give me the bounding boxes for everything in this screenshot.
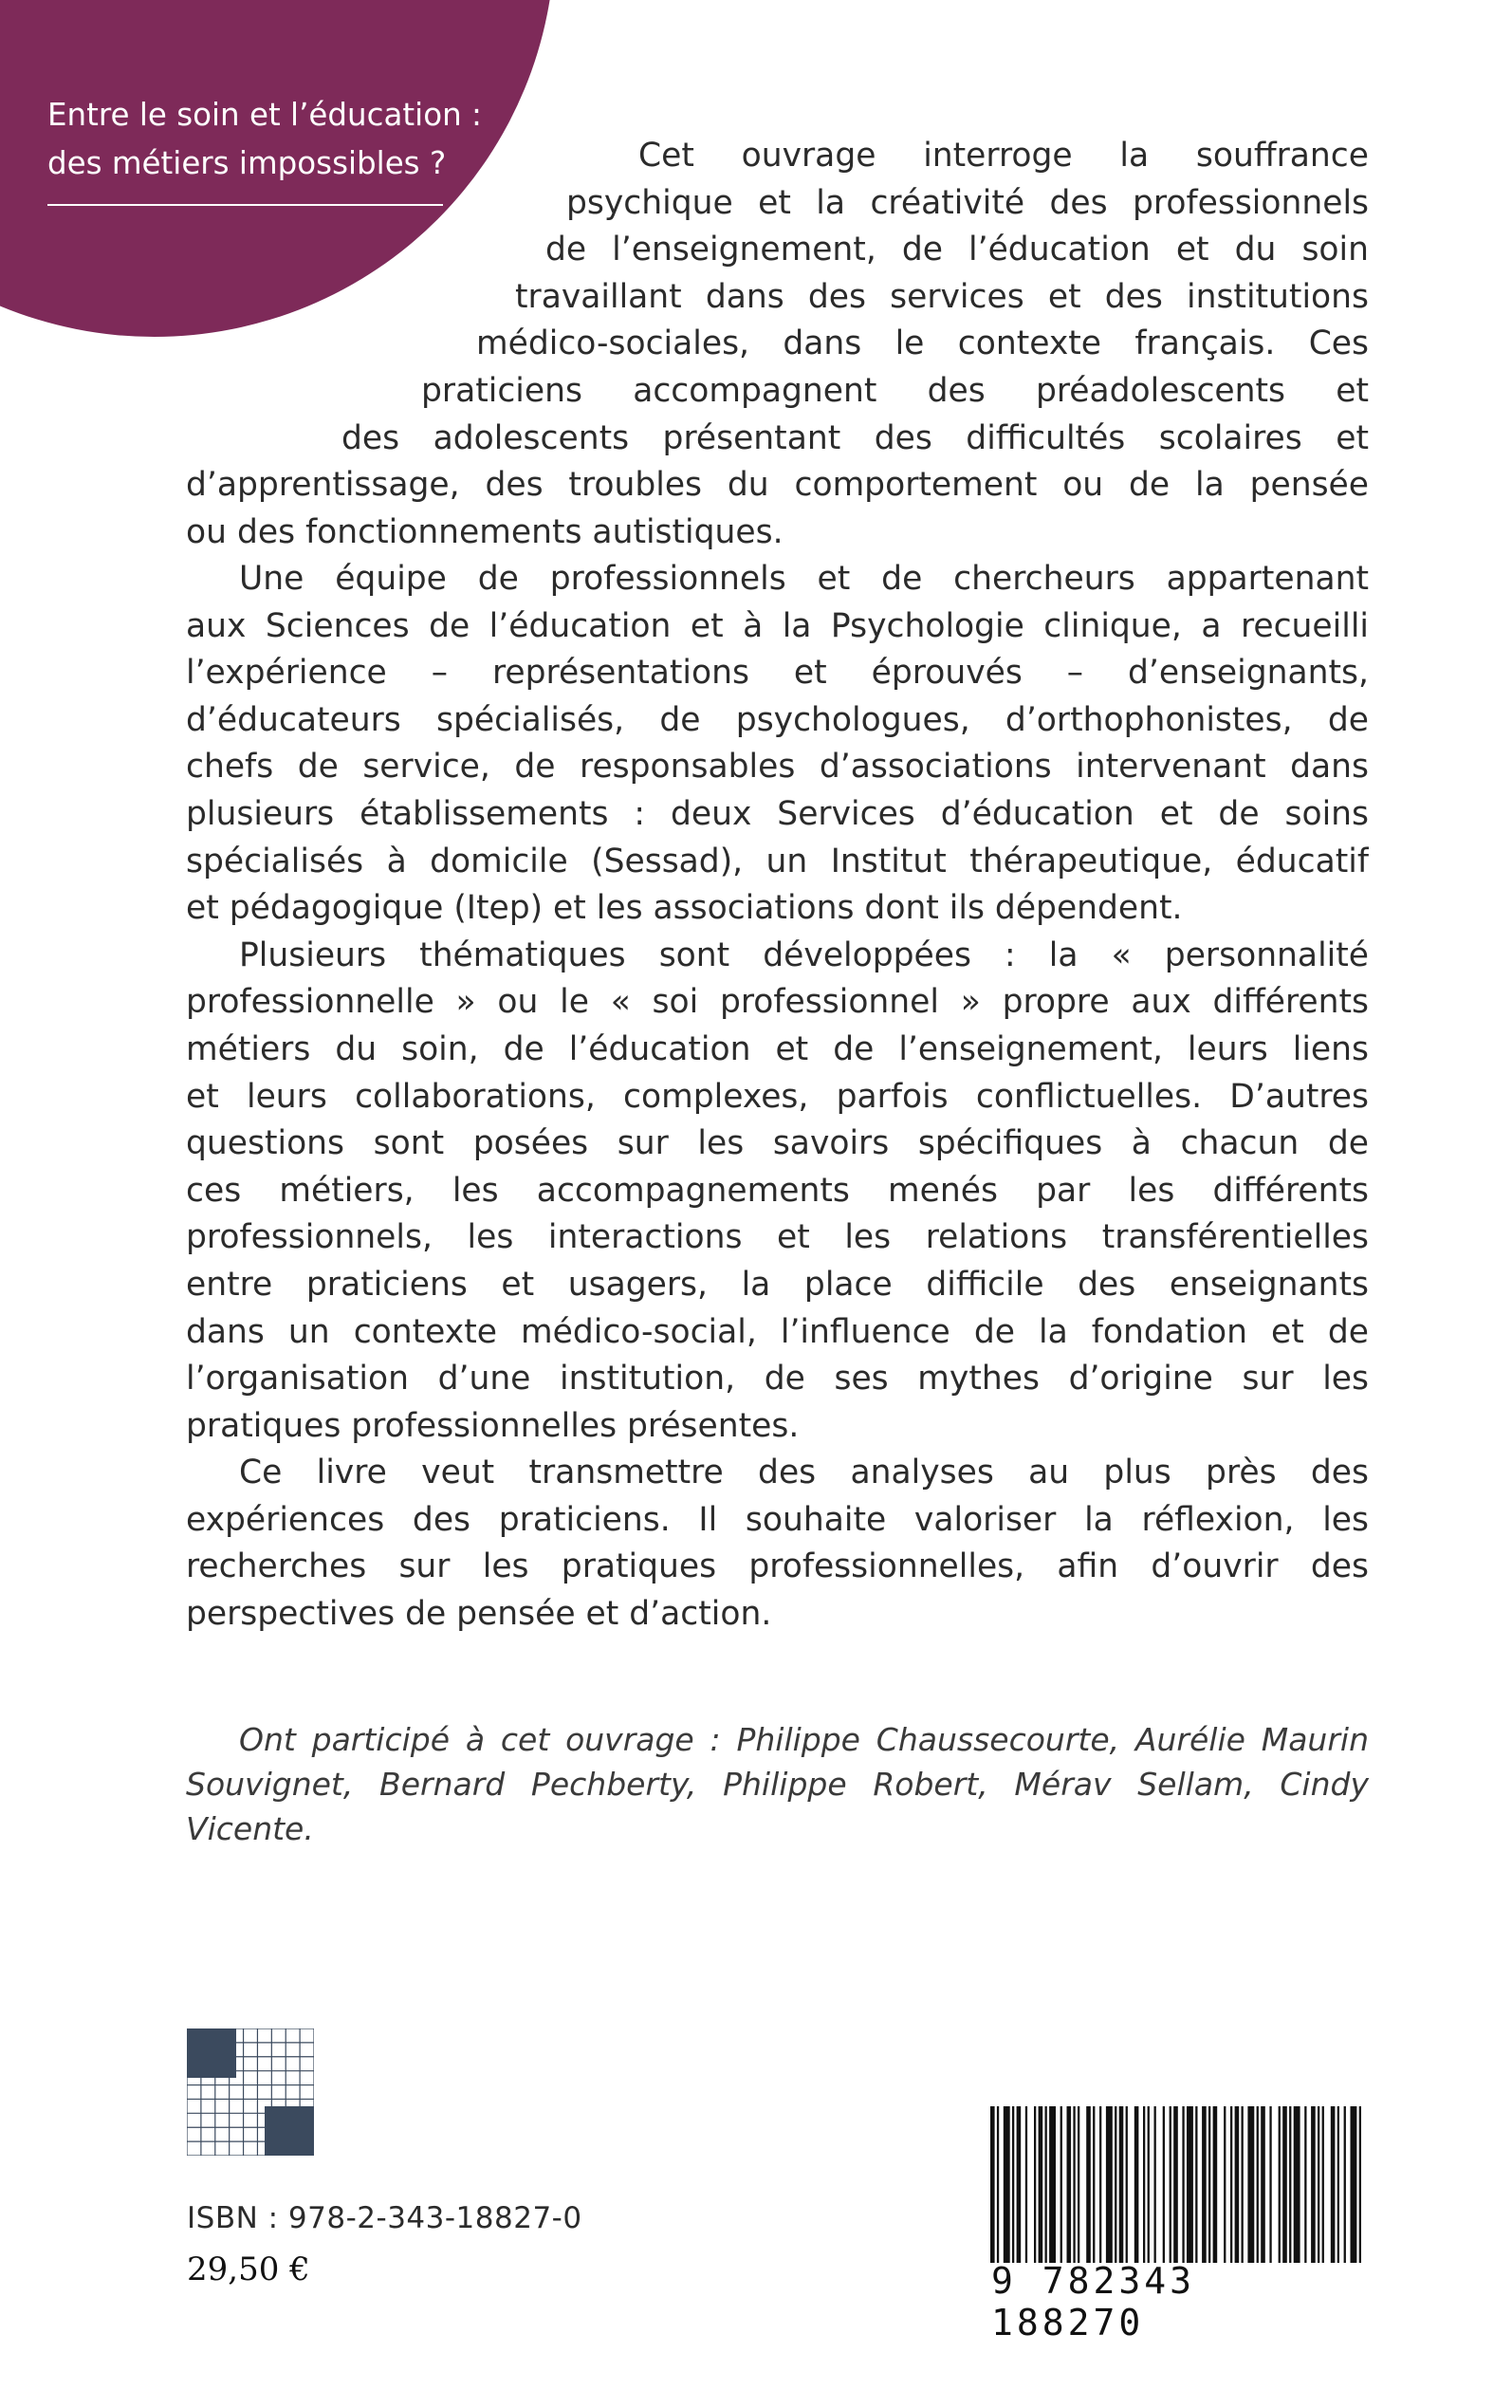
barcode-image: [986, 2106, 1366, 2263]
barcode-bar: [1143, 2106, 1145, 2263]
contributors-note: [186, 1717, 1369, 1851]
paragraph-line: Plusieurs thématiques sont développées : la « personnalité: [239, 935, 1369, 974]
paragraph-line: professionnels, les interactions et les relations transférentielles: [186, 1218, 1369, 1257]
barcode-bar: [1279, 2106, 1281, 2263]
barcode-bar: [1163, 2106, 1165, 2263]
barcode-digits: 9 782343 188270: [991, 2260, 1196, 2343]
paragraph-line: dans un contexte médico-social, l’influence de la fondation et de: [186, 1312, 1369, 1351]
barcode-bar: [1025, 2106, 1027, 2263]
barcode-bar: [990, 2106, 995, 2263]
barcode-bar: [1154, 2106, 1156, 2263]
paragraph-line: médico-sociales, dans le contexte français. Ces: [476, 324, 1369, 363]
paragraph-line: questions sont posées sur les savoirs spécifiques à chacun de: [186, 1124, 1369, 1163]
paragraph-line: pratiques professionnelles présentes.: [186, 1406, 800, 1445]
paragraph-line: plusieurs établissements : deux Services d’éducation et de soins: [186, 794, 1369, 833]
barcode-bar: [1235, 2106, 1240, 2263]
paragraph-line: aux Sciences de l’éducation et à la Psychologie clinique, a recueilli: [186, 606, 1369, 645]
paragraph-line: expériences des praticiens. Il souhaite valoriser la réflexion, les: [186, 1500, 1369, 1539]
barcode-bar: [1134, 2106, 1139, 2263]
barcode-bar: [1257, 2106, 1259, 2263]
back-cover-paragraph-1: [0, 133, 1369, 556]
barcode-bar: [1318, 2106, 1319, 2263]
barcode-bar: [1039, 2106, 1043, 2263]
barcode-bar: [1247, 2106, 1254, 2263]
barcode-bar: [1093, 2106, 1095, 2263]
paragraph-line: chefs de service, de responsables d’associations intervenant dans: [186, 748, 1369, 787]
paragraph-line: Ce livre veut transmettre des analyses au plus près des: [239, 1454, 1369, 1492]
barcode-bar: [1012, 2106, 1014, 2263]
barcode-bar: [1115, 2106, 1116, 2263]
barcode-bar: [1148, 2106, 1150, 2263]
paragraph-line: d’éducateurs spécialisés, de psychologues, d’orthophonistes, de: [186, 700, 1369, 739]
paragraph-line: recherches sur les pratiques professionnelles, afin d’ouvrir des: [186, 1547, 1369, 1586]
barcode-bar: [1195, 2106, 1197, 2263]
contributors-line: Ont participé à cet ouvrage : Philippe Chaussecourte, Aurélie Maurin: [239, 1721, 1369, 1758]
barcode-bar: [1337, 2106, 1339, 2263]
paragraph-line: psychique et la créativité des professionnels: [566, 183, 1369, 222]
barcode-bar: [1126, 2106, 1128, 2263]
barcode-bar: [1311, 2106, 1316, 2263]
series-title-line-1: Entre le soin et l’éducation :: [47, 97, 482, 133]
barcode-bar: [1213, 2106, 1218, 2263]
barcode-bar: [1017, 2106, 1022, 2263]
barcode-bar: [1004, 2106, 1010, 2263]
publisher-logo-block-top: [187, 2028, 236, 2078]
barcode-bar: [1230, 2106, 1232, 2263]
contributors-line: Vicente.: [186, 1810, 314, 1847]
barcode-bar: [1106, 2106, 1113, 2263]
barcode-bar: [1344, 2106, 1346, 2263]
barcode-bar: [1242, 2106, 1244, 2263]
barcode-bar: [1351, 2106, 1357, 2263]
paragraph-line: Une équipe de professionnels et de chercheurs appartenant: [239, 560, 1369, 598]
barcode-bar: [1182, 2106, 1184, 2263]
barcode-bar: [1049, 2106, 1056, 2263]
paragraph-line: Cet ouvrage interroge la souffrance: [638, 137, 1369, 175]
paragraph-line: entre praticiens et usagers, la place difficile des enseignants: [186, 1265, 1369, 1304]
barcode-bar: [1331, 2106, 1336, 2263]
isbn-text: ISBN : 978-2-343-18827-0: [187, 2201, 582, 2235]
barcode-bar: [1224, 2106, 1226, 2263]
contributors-line: Souvignet, Bernard Pechberty, Philippe Robert, Mérav Sellam, Cindy: [186, 1766, 1369, 1803]
barcode-bar: [1322, 2106, 1324, 2263]
barcode-bar: [1269, 2106, 1271, 2263]
barcode-bar: [997, 2106, 999, 2263]
paragraph-line: ces métiers, les accompagnements menés par les différents: [186, 1171, 1369, 1210]
barcode-bar: [1359, 2106, 1361, 2263]
barcode-bar: [1067, 2106, 1072, 2263]
barcode-bar: [1170, 2106, 1171, 2263]
barcode-bar: [1099, 2106, 1101, 2263]
barcode-bar: [1289, 2106, 1291, 2263]
barcode-bar: [1119, 2106, 1124, 2263]
barcode-bar: [1045, 2106, 1047, 2263]
back-cover-paragraph-4: [186, 1450, 1369, 1638]
paragraph-line: métiers du soin, de l’éducation et de l’enseignement, leurs liens: [186, 1029, 1369, 1068]
paragraph-line: spécialisés à domicile (Sessad), un Institut thérapeutique, éducatif: [186, 842, 1369, 880]
barcode-bar: [1261, 2106, 1265, 2263]
publisher-logo: [187, 2028, 314, 2156]
back-cover-paragraph-3: [186, 933, 1369, 1451]
publisher-logo-block-bottom: [265, 2106, 314, 2156]
price-text: 29,50 €: [187, 2251, 310, 2288]
barcode-bar: [1078, 2106, 1079, 2263]
paragraph-line: l’expérience – représentations et éprouvés – d’enseignants,: [186, 654, 1369, 693]
paragraph-line: d’apprentissage, des troubles du comportement ou de la pensée: [186, 466, 1369, 505]
barcode-bar: [1294, 2106, 1300, 2263]
paragraph-line: praticiens accompagnent des préadolescents et: [421, 371, 1369, 410]
paragraph-line: de l’enseignement, de l’éducation et du soin: [545, 231, 1369, 269]
barcode-bar: [1060, 2106, 1062, 2263]
back-cover-body: [186, 556, 1369, 1639]
barcode-bar: [1173, 2106, 1178, 2263]
paragraph-line: ou des fonctionnements autistiques.: [186, 512, 784, 551]
paragraph-line: travaillant dans des services et des institutions: [515, 277, 1369, 316]
barcode-bar: [1208, 2106, 1210, 2263]
barcode-bar: [1304, 2106, 1306, 2263]
barcode-bar: [1034, 2106, 1036, 2263]
back-cover-paragraph-2: [186, 556, 1369, 933]
barcode-bar: [1202, 2106, 1207, 2263]
barcode-bar: [1187, 2106, 1193, 2263]
series-title-line-2: des métiers impossibles ?: [47, 145, 447, 181]
paragraph-line: l’organisation d’une institution, de ses mythes d’origine sur les: [186, 1360, 1369, 1398]
paragraph-line: et pédagogique (Itep) et les associations dont ils dépendent.: [186, 889, 1183, 928]
barcode-bar: [1086, 2106, 1091, 2263]
barcode-bar: [1073, 2106, 1075, 2263]
paragraph-line: professionnelle » ou le « soi professionnel » propre aux différents: [186, 983, 1369, 1022]
barcode-bar: [1282, 2106, 1287, 2263]
paragraph-line: et leurs collaborations, complexes, parfois conflictuelles. D’autres: [186, 1077, 1369, 1116]
paragraph-line: des adolescents présentant des difficultés scolaires et: [341, 418, 1369, 457]
paragraph-line: perspectives de pensée et d’action.: [186, 1595, 772, 1634]
